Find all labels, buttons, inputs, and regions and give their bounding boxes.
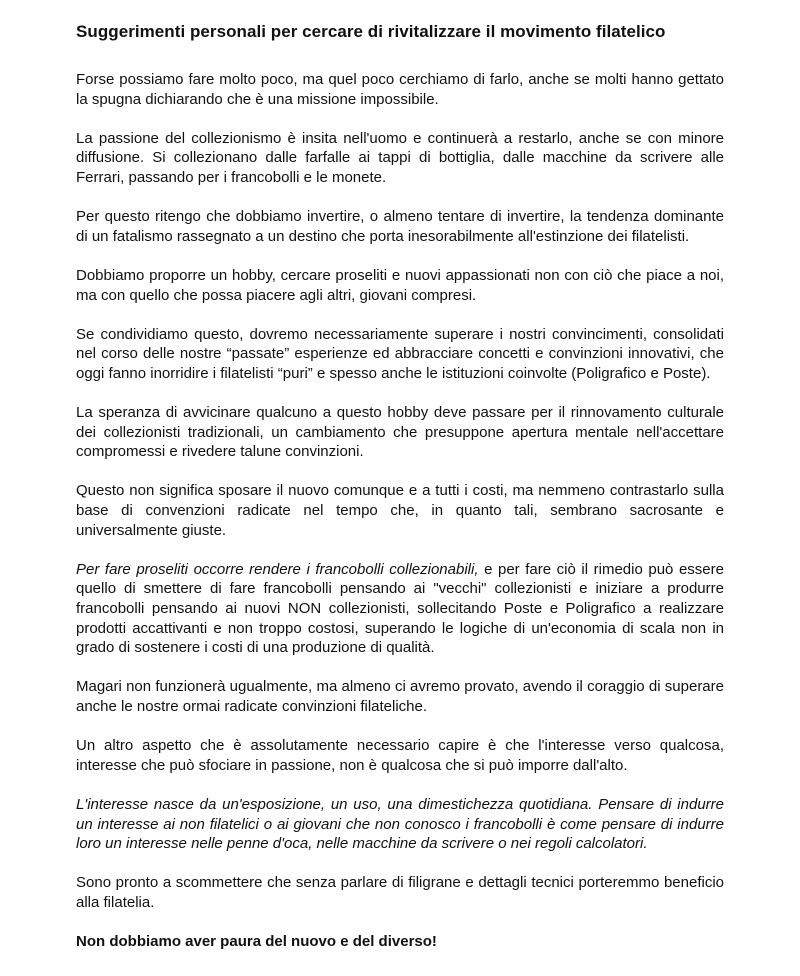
paragraph: Dobbiamo proporre un hobby, cercare proseliti e nuovi appassionati non con ciò che piace a noi, ma con quello che possa piacere agli altri, giovani compresi. bbox=[76, 266, 724, 304]
paragraph: Magari non funzionerà ugualmente, ma almeno ci avremo provato, avendo il coraggio di superare anche le nostre ormai radicate convinzioni filateliche. bbox=[76, 678, 724, 715]
paragraph-mixed bbox=[76, 560, 724, 658]
closing-statement: Non dobbiamo aver paura del nuovo e del diverso! bbox=[76, 933, 437, 951]
paragraph: Sono pronto a scommettere che senza parlare di filigrane e dettagli tecnici porteremmo beneficio alla filatelia. bbox=[76, 874, 724, 911]
paragraph: La passione del collezionismo è insita nell'uomo e continuerà a restarlo, anche se con minore diffusione. Si collezionano dalle farfalle ai tappi di bottiglia, dalle macchine da scrivere alle Ferrari, passando per i francobolli e le monete. bbox=[76, 129, 724, 186]
paragraph: Per questo ritengo che dobbiamo invertire, o almeno tentare di invertire, la tendenza dominante di un fatalismo rassegnato a un destino che porta inesorabilmente all'estinzione dei filatelisti. bbox=[76, 208, 724, 245]
italic-paragraph: L'interesse nasce da un'esposizione, un uso, una dimestichezza quotidiana. Pensare di indurre un interesse ai non filatelici o ai giovani che non conosco i francobolli è come pensare di indurre loro un interesse nelle penne d'oca, nelle macchine da scrivere o nei regoli calcolatori. bbox=[76, 795, 724, 853]
paragraph: Se condividiamo questo, dovremo necessariamente superare i nostri convincimenti, consolidati nel corso delle nostre “passate” esperienze ed abbracciare concetti e convinzioni innovativi, che oggi fanno inorridire i filatelisti “puri” e spesso anche le istituzioni coinvolte (Poligrafico e Poste). bbox=[76, 325, 724, 382]
document-title: Suggerimenti personali per cercare di rivitalizzare il movimento filatelico bbox=[76, 22, 666, 41]
paragraph: Questo non significa sposare il nuovo comunque e a tutti i costi, ma nemmeno contrastarlo sulla base di convenzioni radicate nel tempo che, in quanto tali, sembrano sacrosante e universalmente giuste. bbox=[76, 482, 724, 539]
paragraph-rest: e per fare ciò il rimedio può essere quello di smettere di fare francobolli pensando ai "vecchi" collezionisti e iniziare a produrre francobolli pensando ai nuovi NON collezionisti, sollecitando Poste e Poligrafico a realizzare prodotti accattivanti e non troppo costosi, superando le logiche di un'economia di scala non in grado di sostenere i costi di una produzione di qualità. bbox=[76, 560, 724, 657]
italic-lead: Per fare proseliti occorre rendere i francobolli collezionabili, bbox=[76, 560, 479, 578]
paragraph: Un altro aspetto che è assolutamente necessario capire è che l'interesse verso qualcosa, interesse che può sfociare in passione, non è qualcosa che si può imporre dall'alto. bbox=[76, 737, 724, 774]
paragraph: La speranza di avvicinare qualcuno a questo hobby deve passare per il rinnovamento culturale dei collezionisti tradizionali, un cambiamento che presuppone apertura mentale nell'accettare compromessi e rivedere talune convinzioni. bbox=[76, 404, 724, 461]
paragraph: Forse possiamo fare molto poco, ma quel poco cerchiamo di farlo, anche se molti hanno gettato la spugna dichiarando che è una missione impossibile. bbox=[76, 71, 724, 108]
